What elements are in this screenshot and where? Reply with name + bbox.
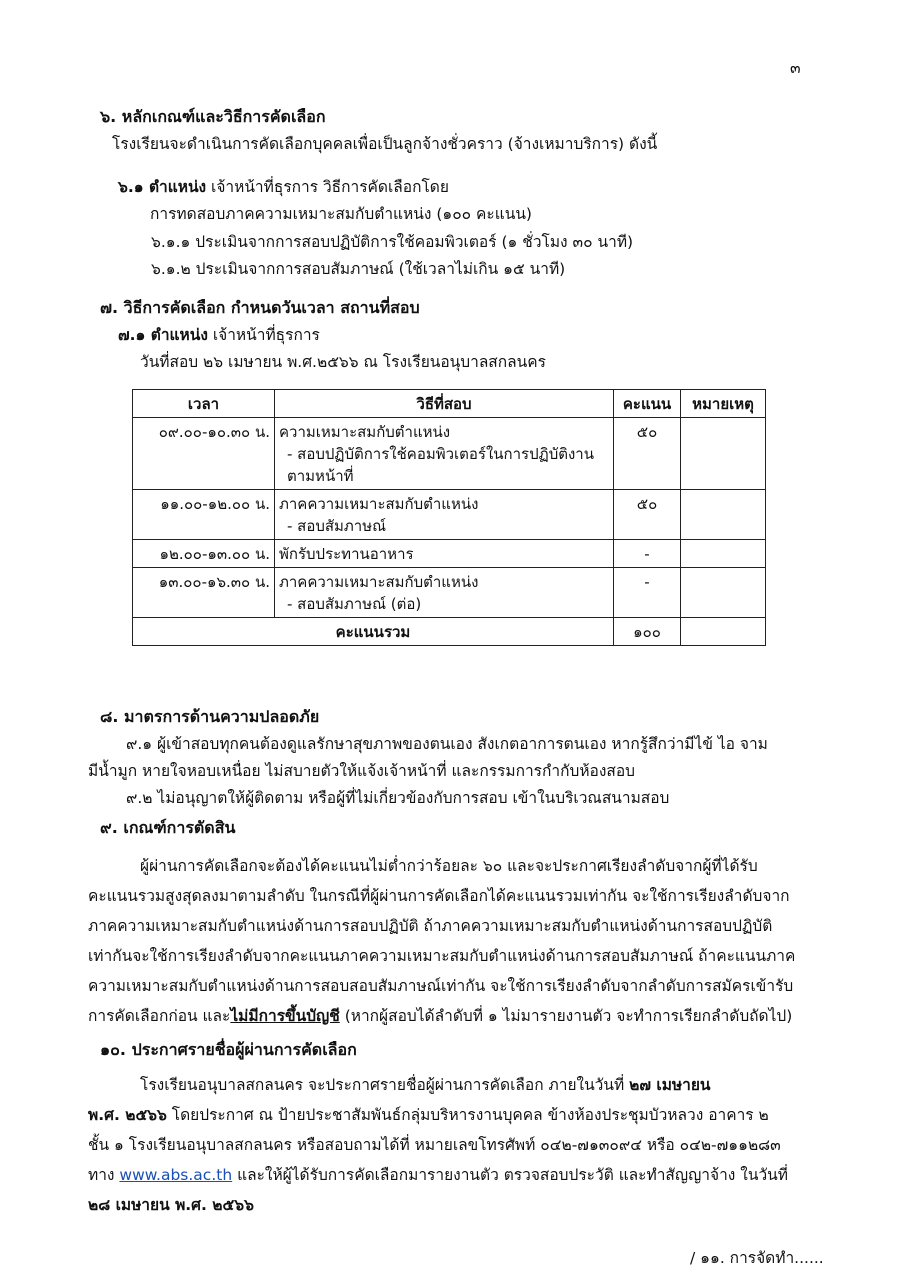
method-line: - สอบสัมภาษณ์ (ต่อ) (287, 595, 422, 613)
row-note (681, 568, 766, 618)
section-6-1-text: เจ้าหน้าที่ธุรการ วิธีการคัดเลือกโดย (206, 178, 449, 196)
header-method: วิธีที่สอบ (275, 390, 614, 418)
section-8-1-line-2: มีน้ำมูก หายใจหอบเหนื่อย ไม่สบายตัวให้แจ้งเจ้าหน้าที่ และกรรมการกำกับห้องสอบ (88, 762, 636, 780)
method-line: ภาคความเหมาะสมกับตำแหน่ง (279, 573, 479, 591)
header-time: เวลา (133, 390, 275, 418)
method-line: ภาคความเหมาะสมกับตำแหน่ง (279, 495, 479, 513)
section-7-1-text: เจ้าหน้าที่ธุรการ (207, 326, 320, 344)
section-8-1-line-1: ๙.๑ ผู้เข้าสอบทุกคนต้องดูแลรักษาสุขภาพของตนเอง สังเกตอาการตนเอง หากรู้สึกว่ามีไข้ ไอ จาม (126, 735, 768, 753)
row-score: - (614, 540, 681, 568)
row-note (681, 418, 766, 490)
row-method (275, 568, 614, 618)
section-6-1 (118, 177, 449, 197)
section-9-last-a: การคัดเลือกก่อน และ (88, 1007, 231, 1025)
row-score: - (614, 568, 681, 618)
section-6-1-1: ๖.๑.๑ ประเมินจากการสอบปฏิบัติการใช้คอมพิวเตอร์ (๑ ชั่วโมง ๓๐ นาที) (151, 233, 634, 251)
section-7-1 (118, 325, 320, 345)
section-9-last-c: (หากผู้สอบได้ลำดับที่ ๑ ไม่มารายงานตัว จะทำการเรียกลำดับถัดไป) (339, 1007, 793, 1025)
section-6-intro: โรงเรียนจะดำเนินการคัดเลือกบุคคลเพื่อเป็นลูกจ้างชั่วคราว (จ้างเหมาบริการ) ดังนี้ (112, 135, 658, 153)
test-line: การทดสอบภาคความเหมาะสมกับตำแหน่ง (๑๐๐ คะแนน) (150, 205, 532, 223)
method-line: - สอบปฏิบัติการใช้คอมพิวเตอร์ในการปฏิบัติงาน (287, 445, 594, 463)
section-8-heading: ๘. มาตรการด้านความปลอดภัย (100, 707, 320, 726)
row-time: ๑๒.๐๐-๑๓.๐๐ น. (133, 540, 275, 568)
section-9-line: เท่ากันจะใช้การเรียงลำดับจากคะแนนภาคความเหมาะสมกับตำแหน่งด้านการสอบสัมภาษณ์ ถ้าคะแนนภาค (88, 947, 796, 965)
announce-date: ๒๗ เมษายน (629, 1076, 711, 1094)
section-9-line: ความเหมาะสมกับตำแหน่งด้านการสอบสอบสัมภาษณ์เท่ากัน จะใช้การเรียงลำดับจากลำดับการสมัครเข้ารับ (88, 977, 794, 995)
section-6-1-2: ๖.๑.๒ ประเมินจากการสอบสัมภาษณ์ (ใช้เวลาไม่เกิน ๑๕ นาที) (151, 260, 566, 278)
section-10-line-1 (140, 1075, 711, 1095)
method-line: ตามหน้าที่ (287, 467, 354, 485)
school-website-link[interactable]: www.abs.ac.th (119, 1166, 233, 1184)
section-6-heading: ๖. หลักเกณฑ์และวิธีการคัดเลือก (100, 107, 326, 126)
header-note: หมายเหตุ (681, 390, 766, 418)
table-total-row (133, 618, 766, 646)
row-method (275, 540, 614, 568)
total-note (681, 618, 766, 646)
table-header-row (133, 390, 766, 418)
next-page-note: / ๑๑. การจัดทำ...... (690, 1249, 824, 1267)
total-score: ๑๐๐ (614, 618, 681, 646)
s10-l2b: โดยประกาศ ณ ป้ายประชาสัมพันธ์กลุ่มบริหารงานบุคคล ข้างห้องประชุมบัวหลวง อาคาร ๒ (166, 1106, 769, 1124)
row-score: ๕๐ (614, 418, 681, 490)
section-10-line-4 (88, 1165, 788, 1185)
section-9-line: ภาคความเหมาะสมกับตำแหน่งด้านการสอบปฏิบัติ ถ้าภาคความเหมาะสมกับตำแหน่งด้านการสอบปฏิบัติ (88, 917, 773, 935)
row-note (681, 490, 766, 540)
method-line: ความเหมาะสมกับตำแหน่ง (279, 423, 451, 441)
section-8-2: ๙.๒ ไม่อนุญาตให้ผู้ติดตาม หรือผู้ที่ไม่เกี่ยวข้องกับการสอบ เข้าในบริเวณสนามสอบ (126, 789, 670, 807)
method-line: - สอบสัมภาษณ์ (287, 517, 387, 535)
no-waiting-list: ไม่มีการขึ้นบัญชี (230, 1007, 340, 1025)
table-row (133, 490, 766, 540)
section-6-1-label: ๖.๑ ตำแหน่ง (118, 178, 207, 196)
method-line: พักรับประทานอาหาร (279, 545, 414, 563)
row-time: ๐๙.๐๐-๑๐.๓๐ น. (133, 418, 275, 490)
section-9-line: คะแนนรวมสูงสุดลงมาตามลำดับ ในกรณีที่ผู้ผ่านการคัดเลือกได้คะแนนรวมเท่ากัน จะใช้การเรียงลำดับจาก (88, 887, 790, 905)
total-label: คะแนนรวม (133, 618, 614, 646)
section-10-heading: ๑๐. ประกาศรายชื่อผู้ผ่านการคัดเลือก (100, 1040, 357, 1059)
row-method (275, 418, 614, 490)
section-9-last-line (88, 1006, 792, 1026)
page-number: ๓ (790, 59, 801, 77)
section-7-1-label: ๗.๑ ตำแหน่ง (118, 326, 208, 344)
contract-date: ๒๘ เมษายน พ.ศ. ๒๕๖๖ (88, 1196, 254, 1214)
row-method (275, 490, 614, 540)
section-10-line-2 (88, 1105, 769, 1125)
exam-date-line: วันที่สอบ ๒๖ เมษายน พ.ศ.๒๕๖๖ ณ โรงเรียนอนุบาลสกลนคร (140, 353, 546, 371)
exam-schedule-table (132, 389, 766, 646)
section-9-heading: ๙. เกณฑ์การตัดสิน (100, 818, 236, 837)
row-score: ๕๐ (614, 490, 681, 540)
section-9-line: ผู้ผ่านการคัดเลือกจะต้องได้คะแนนไม่ต่ำกว่าร้อยละ ๖๐ และจะประกาศเรียงลำดับจากผู้ที่ได้รับ (140, 857, 758, 875)
announce-year: พ.ศ. ๒๕๖๖ (88, 1106, 167, 1124)
section-7-heading: ๗. วิธีการคัดเลือก กำหนดวันเวลา สถานที่สอบ (100, 298, 420, 317)
row-note (681, 540, 766, 568)
row-time: ๑๓.๐๐-๑๖.๓๐ น. (133, 568, 275, 618)
s10-l4a: ทาง (88, 1166, 120, 1184)
s10-l4b: และให้ผู้ได้รับการคัดเลือกมารายงานตัว ตรวจสอบประวัติ และทำสัญญาจ้าง ในวันที่ (232, 1166, 788, 1184)
section-10-line-3: ชั้น ๑ โรงเรียนอนุบาลสกลนคร หรือสอบถามได้ที่ หมายเลขโทรศัพท์ ๐๔๒-๗๑๓๐๙๔ หรือ ๐๔๒-๗๑๑๒๘๓ (88, 1136, 781, 1154)
s10-l1a: โรงเรียนอนุบาลสกลนคร จะประกาศรายชื่อผู้ผ่านการคัดเลือก ภายในวันที่ (140, 1076, 630, 1094)
header-score: คะแนน (614, 390, 681, 418)
table-row (133, 540, 766, 568)
row-time: ๑๑.๐๐-๑๒.๐๐ น. (133, 490, 275, 540)
table-row (133, 418, 766, 490)
table-row (133, 568, 766, 618)
